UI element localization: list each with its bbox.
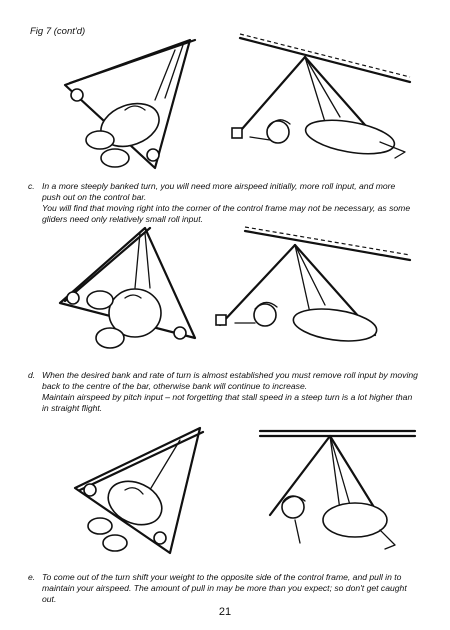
caption-e-line-1: To come out of the turn shift your weight to the opposite side of the control frame, and pull in to <box>42 572 402 582</box>
caption-d <box>28 370 428 414</box>
caption-c <box>28 181 428 225</box>
illustration-c-side-view <box>230 32 415 172</box>
caption-d-letter: d. <box>28 370 36 380</box>
caption-e-letter: e. <box>28 572 36 582</box>
caption-d-line-1: When the desired bank and rate of turn is almost established you must remove roll input by moving <box>42 370 418 380</box>
caption-c-letter: c. <box>28 181 35 191</box>
page-number: 21 <box>218 606 232 618</box>
illustration-c-front-view <box>55 40 205 175</box>
caption-c-line-4: gliders need only relatively small roll input. <box>42 214 203 224</box>
caption-d-line-2: back to the centre of the bar, otherwise bank will continue to increase. <box>42 381 308 391</box>
illustration-d-side-view <box>210 225 415 360</box>
caption-c-line-3: You will find that moving right into the corner of the control frame may not be necessary, as some <box>42 203 411 213</box>
illustration-e-front-view <box>60 428 205 558</box>
caption-c-line-2: push out on the control bar. <box>42 192 147 202</box>
caption-d-line-3: Maintain airspeed by pitch input – not forgetting that stall speed in a steep turn is a lot higher than <box>42 392 413 402</box>
caption-e-line-2: maintain your airspeed. The amount of pull in may be more than you expect; so don't get caught <box>42 583 407 593</box>
caption-e <box>28 572 428 605</box>
caption-c-line-1: In a more steeply banked turn, you will need more airspeed initially, more roll input, and more <box>42 181 396 191</box>
illustration-e-side-view <box>255 425 420 560</box>
figure-label: Fig 7 (cont'd) <box>30 26 86 37</box>
caption-e-line-3: out. <box>42 594 57 604</box>
caption-d-line-4: in straight flight. <box>42 403 103 413</box>
illustration-d-front-view <box>55 228 205 363</box>
